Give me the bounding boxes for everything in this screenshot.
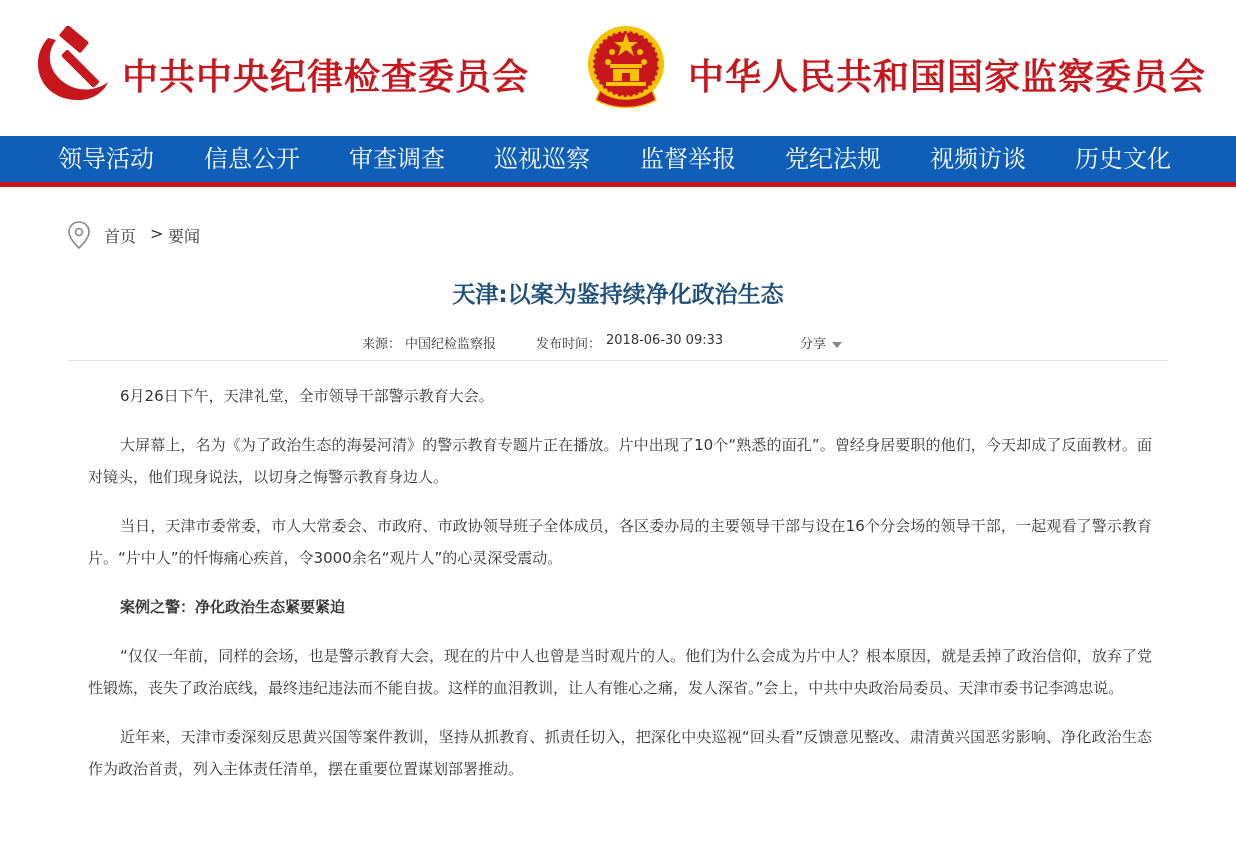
nav-item-inspection[interactable]: 巡视巡察 [494,145,590,173]
national-emblem-icon [586,24,666,108]
article-paragraph: 大屏幕上，名为《为了政治生态的海晏河清》的警示教育专题片正在播放。片中出现了10个“熟悉的面孔”。曾经身居要职的他们，今天却成了反面教材。面对镜头，他们现身说法，以切身之悔警示教育身边人。 [88,436,1152,486]
article-paragraph: 当日，天津市委常委，市人大常委会、市政府、市政协领导班子全体成员，各区委办局的主要领导干部与设在16个分会场的领导干部，一起观看了警示教育片。“片中人”的忏悔痛心疾首，令3000余名“观片人”的心灵深受震动。 [88,517,1152,567]
site-header [0,0,1236,136]
article-body [88,380,1152,802]
section-heading: 案例之警：净化政治生态紧要紧迫 [120,598,346,616]
publish-time-value: 2018-06-30 09:33 [606,333,724,348]
breadcrumb-current[interactable]: 要闻 [168,227,201,246]
party-org-title: 中共中央纪律检查委员会 [122,56,530,98]
nav-item-regulations[interactable]: 党纪法规 [785,145,881,173]
hammer-and-sickle-icon [30,26,110,106]
breadcrumb-home[interactable]: 首页 [104,227,137,246]
share-label: 分享 [800,337,827,352]
nav-item-video[interactable]: 视频访谈 [930,145,1026,173]
main-nav [0,136,1236,182]
nav-item-report[interactable]: 监督举报 [640,145,736,173]
nav-item-leadership[interactable]: 领导活动 [58,145,154,173]
source-value: 中国纪检监察报 [405,337,497,352]
source-label: 来源： [362,337,402,352]
breadcrumb-separator: > [150,224,164,243]
article-paragraph: “仅仅一年前，同样的会场，也是警示教育大会，现在的片中人也曾是当时观片的人。他们为什么会成为片中人？根本原因，就是丢掉了政治信仰，放弃了党性锻炼，丧失了政治底线，最终违纪违法而不能自拔。这样的血泪教训，让人有锥心之痛，发人深省。”会上，中共中央政治局委员、天津市委书记李鸿忠说。 [88,647,1152,697]
nav-item-review[interactable]: 审查调查 [349,145,445,173]
chevron-down-icon [832,342,842,348]
publish-time-label: 发布时间： [536,337,602,352]
nav-divider [0,182,1236,187]
nav-item-info[interactable]: 信息公开 [204,145,300,173]
location-pin-icon [64,220,94,250]
state-org-title: 中华人民共和国国家监察委员会 [688,56,1207,98]
share-button[interactable] [800,333,842,352]
article-paragraph: 近年来，天津市委深刻反思黄兴国等案件教训，坚持从抓教育、抓责任切入，把深化中央巡视“回头看”反馈意见整改、肃清黄兴国恶劣影响、净化政治生态作为政治首责，列入主体责任清单，摆在重要位置谋划部署推动。 [88,728,1152,778]
article-title: 天津:以案为鉴持续净化政治生态 [452,282,784,308]
nav-item-history[interactable]: 历史文化 [1075,145,1171,173]
meta-divider [68,360,1168,361]
article-paragraph: 6月26日下午，天津礼堂，全市领导干部警示教育大会。 [120,387,494,405]
